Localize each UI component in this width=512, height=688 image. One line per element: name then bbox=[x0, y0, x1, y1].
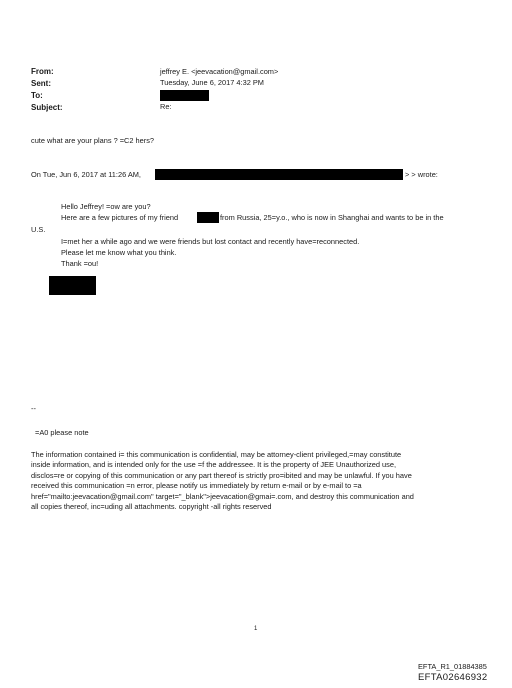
subject-value: Re: bbox=[160, 102, 172, 111]
reply-line: cute what are your plans ? =C2 hers? bbox=[31, 136, 155, 145]
image-redaction bbox=[49, 276, 96, 295]
to-redaction bbox=[160, 90, 209, 101]
disclaimer-line: received this communication =n error, please notify us immediately by return e-mail or by e-mail to =a bbox=[31, 481, 362, 491]
quote-suffix: > > wrote: bbox=[405, 170, 438, 179]
bates-number-1: EFTA_R1_01884385 bbox=[418, 662, 487, 671]
quoted-line2-b: from Russia, 25=y.o., who is now in Shanghai and wants to be in the bbox=[220, 213, 444, 222]
bates-number-2: EFTA02646932 bbox=[418, 672, 488, 683]
disclaimer-line: disclos=re or copying of this communication or any part thereof is strictly pro=ibited and may be unlawful. If you have bbox=[31, 470, 412, 480]
disclaimer-line: all copies thereof, inc=uding all attachments. copyright -all rights reserved bbox=[31, 502, 272, 512]
sender-redaction bbox=[155, 169, 403, 180]
disclaimer-line: inside information, and is intended only for the use =f the addressee. It is the property of JEE Unauthorized use, bbox=[31, 460, 397, 470]
sent-value: Tuesday, June 6, 2017 4:32 PM bbox=[160, 78, 264, 87]
disclaimer-paragraph bbox=[31, 450, 483, 512]
from-value: jeffrey E. <jeevacation@gmail.com> bbox=[160, 67, 279, 76]
sent-label: Sent: bbox=[31, 79, 51, 88]
page-number: 1 bbox=[254, 626, 258, 632]
disclaimer-line: The information contained i= this communication is confidential, may be attorney-client privileged,=may constitute bbox=[31, 450, 402, 459]
signature-separator: -- bbox=[31, 404, 36, 413]
from-label: From: bbox=[31, 67, 54, 76]
disclaimer-line: href="mailto:jeevacation@gmail.com" target="_blank">jeevacation@gmai=.com, and destroy this communication and bbox=[31, 491, 414, 501]
quoted-line3: I=met her a while ago and we were friends but lost contact and recently have=reconnected. bbox=[61, 237, 360, 246]
quoted-line2-c: U.S. bbox=[31, 225, 46, 234]
quoted-line5: Thank =ou! bbox=[61, 259, 99, 268]
name-redaction bbox=[197, 212, 219, 223]
quoted-greeting: Hello Jeffrey! =ow are you? bbox=[61, 202, 151, 211]
to-label: To: bbox=[31, 91, 43, 100]
quote-prefix: On Tue, Jun 6, 2017 at 11:26 AM, bbox=[31, 170, 141, 179]
quoted-line4: Please let me know what you think. bbox=[61, 248, 177, 257]
note-line: =A0 please note bbox=[35, 428, 89, 437]
quoted-line2-a: Here are a few pictures of my friend bbox=[61, 213, 179, 222]
subject-label: Subject: bbox=[31, 103, 63, 112]
